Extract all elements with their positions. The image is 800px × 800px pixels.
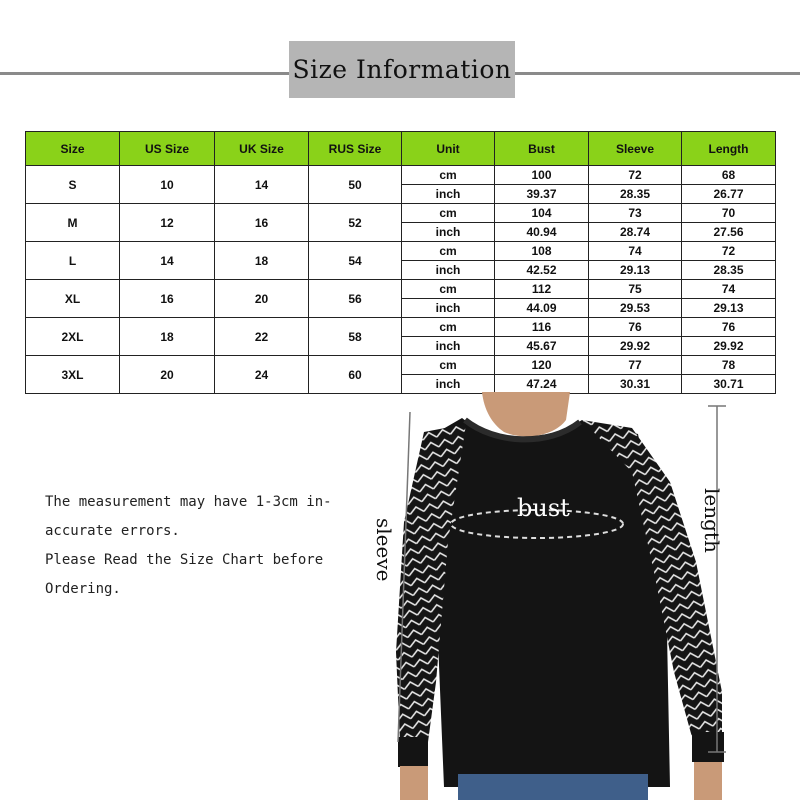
table-body xyxy=(26,166,776,394)
unit-cell: inch xyxy=(402,261,495,280)
page-title: Size Information xyxy=(292,55,512,84)
unit-cell: cm xyxy=(402,280,495,299)
unit-cell: inch xyxy=(402,375,495,394)
note-line: Please Read the Size Chart before xyxy=(45,552,324,568)
sleeve-cell: 75 xyxy=(589,280,682,299)
length-cell: 29.92 xyxy=(682,337,776,356)
table-row xyxy=(26,280,776,299)
bust-label: bust xyxy=(517,494,570,522)
bust-cell: 100 xyxy=(495,166,589,185)
uk-size-cell: 24 xyxy=(215,356,309,394)
left-hand xyxy=(400,766,428,800)
sleeve-cell: 28.74 xyxy=(589,223,682,242)
measurement-note xyxy=(45,488,365,604)
note-line: accurate errors. xyxy=(45,523,180,539)
header-banner xyxy=(289,41,515,98)
uk-size-cell: 22 xyxy=(215,318,309,356)
us-size-cell: 10 xyxy=(120,166,215,204)
length-cell: 74 xyxy=(682,280,776,299)
rus-size-cell: 52 xyxy=(309,204,402,242)
sleeve-label: sleeve xyxy=(372,518,396,582)
column-header-size: Size xyxy=(26,132,120,166)
uk-size-cell: 16 xyxy=(215,204,309,242)
rus-size-cell: 60 xyxy=(309,356,402,394)
length-cell: 78 xyxy=(682,356,776,375)
sleeve-cell: 74 xyxy=(589,242,682,261)
sleeve-cell: 28.35 xyxy=(589,185,682,204)
bust-cell: 44.09 xyxy=(495,299,589,318)
column-header-unit: Unit xyxy=(402,132,495,166)
sweater-illustration xyxy=(370,392,800,800)
sleeve-cell: 29.92 xyxy=(589,337,682,356)
bust-cell: 39.37 xyxy=(495,185,589,204)
length-label: length xyxy=(700,488,724,553)
sleeve-cell: 72 xyxy=(589,166,682,185)
unit-cell: inch xyxy=(402,337,495,356)
right-cuff xyxy=(692,732,724,762)
length-cell: 76 xyxy=(682,318,776,337)
size-cell: M xyxy=(26,204,120,242)
column-header-sleeve: Sleeve xyxy=(589,132,682,166)
sleeve-cell: 73 xyxy=(589,204,682,223)
rus-size-cell: 50 xyxy=(309,166,402,204)
table-header-row xyxy=(26,132,776,166)
column-header-length: Length xyxy=(682,132,776,166)
us-size-cell: 20 xyxy=(120,356,215,394)
bust-cell: 108 xyxy=(495,242,589,261)
table-row xyxy=(26,204,776,223)
table-row xyxy=(26,318,776,337)
bust-cell: 112 xyxy=(495,280,589,299)
sleeve-cell: 29.13 xyxy=(589,261,682,280)
column-header-bust: Bust xyxy=(495,132,589,166)
model-face xyxy=(482,392,570,436)
unit-cell: cm xyxy=(402,318,495,337)
rus-size-cell: 56 xyxy=(309,280,402,318)
size-cell: 3XL xyxy=(26,356,120,394)
bust-cell: 104 xyxy=(495,204,589,223)
table-row xyxy=(26,242,776,261)
length-cell: 68 xyxy=(682,166,776,185)
table-row xyxy=(26,166,776,185)
length-cell: 29.13 xyxy=(682,299,776,318)
column-header-uk: UK Size xyxy=(215,132,309,166)
us-size-cell: 16 xyxy=(120,280,215,318)
length-cell: 28.35 xyxy=(682,261,776,280)
size-cell: XL xyxy=(26,280,120,318)
rus-size-cell: 58 xyxy=(309,318,402,356)
size-cell: L xyxy=(26,242,120,280)
bust-cell: 47.24 xyxy=(495,375,589,394)
bust-cell: 116 xyxy=(495,318,589,337)
size-cell: 2XL xyxy=(26,318,120,356)
length-cell: 26.77 xyxy=(682,185,776,204)
length-cell: 72 xyxy=(682,242,776,261)
length-cell: 30.71 xyxy=(682,375,776,394)
us-size-cell: 18 xyxy=(120,318,215,356)
length-cell: 70 xyxy=(682,204,776,223)
column-header-rus: RUS Size xyxy=(309,132,402,166)
rus-size-cell: 54 xyxy=(309,242,402,280)
size-cell: S xyxy=(26,166,120,204)
column-header-us: US Size xyxy=(120,132,215,166)
length-cell: 27.56 xyxy=(682,223,776,242)
note-line: Ordering. xyxy=(45,581,121,597)
sleeve-cell: 77 xyxy=(589,356,682,375)
bust-cell: 42.52 xyxy=(495,261,589,280)
uk-size-cell: 14 xyxy=(215,166,309,204)
uk-size-cell: 18 xyxy=(215,242,309,280)
unit-cell: cm xyxy=(402,242,495,261)
bust-cell: 40.94 xyxy=(495,223,589,242)
note-line: The measurement may have 1-3cm in- xyxy=(45,494,332,510)
unit-cell: cm xyxy=(402,356,495,375)
sleeve-cell: 30.31 xyxy=(589,375,682,394)
unit-cell: cm xyxy=(402,166,495,185)
sleeve-cell: 29.53 xyxy=(589,299,682,318)
size-table xyxy=(25,131,776,394)
bust-cell: 45.67 xyxy=(495,337,589,356)
uk-size-cell: 20 xyxy=(215,280,309,318)
jeans xyxy=(458,774,648,800)
us-size-cell: 14 xyxy=(120,242,215,280)
left-cuff xyxy=(398,737,428,767)
us-size-cell: 12 xyxy=(120,204,215,242)
unit-cell: inch xyxy=(402,299,495,318)
sleeve-cell: 76 xyxy=(589,318,682,337)
bust-cell: 120 xyxy=(495,356,589,375)
right-hand xyxy=(694,762,722,800)
table-row xyxy=(26,356,776,375)
unit-cell: inch xyxy=(402,223,495,242)
unit-cell: cm xyxy=(402,204,495,223)
unit-cell: inch xyxy=(402,185,495,204)
